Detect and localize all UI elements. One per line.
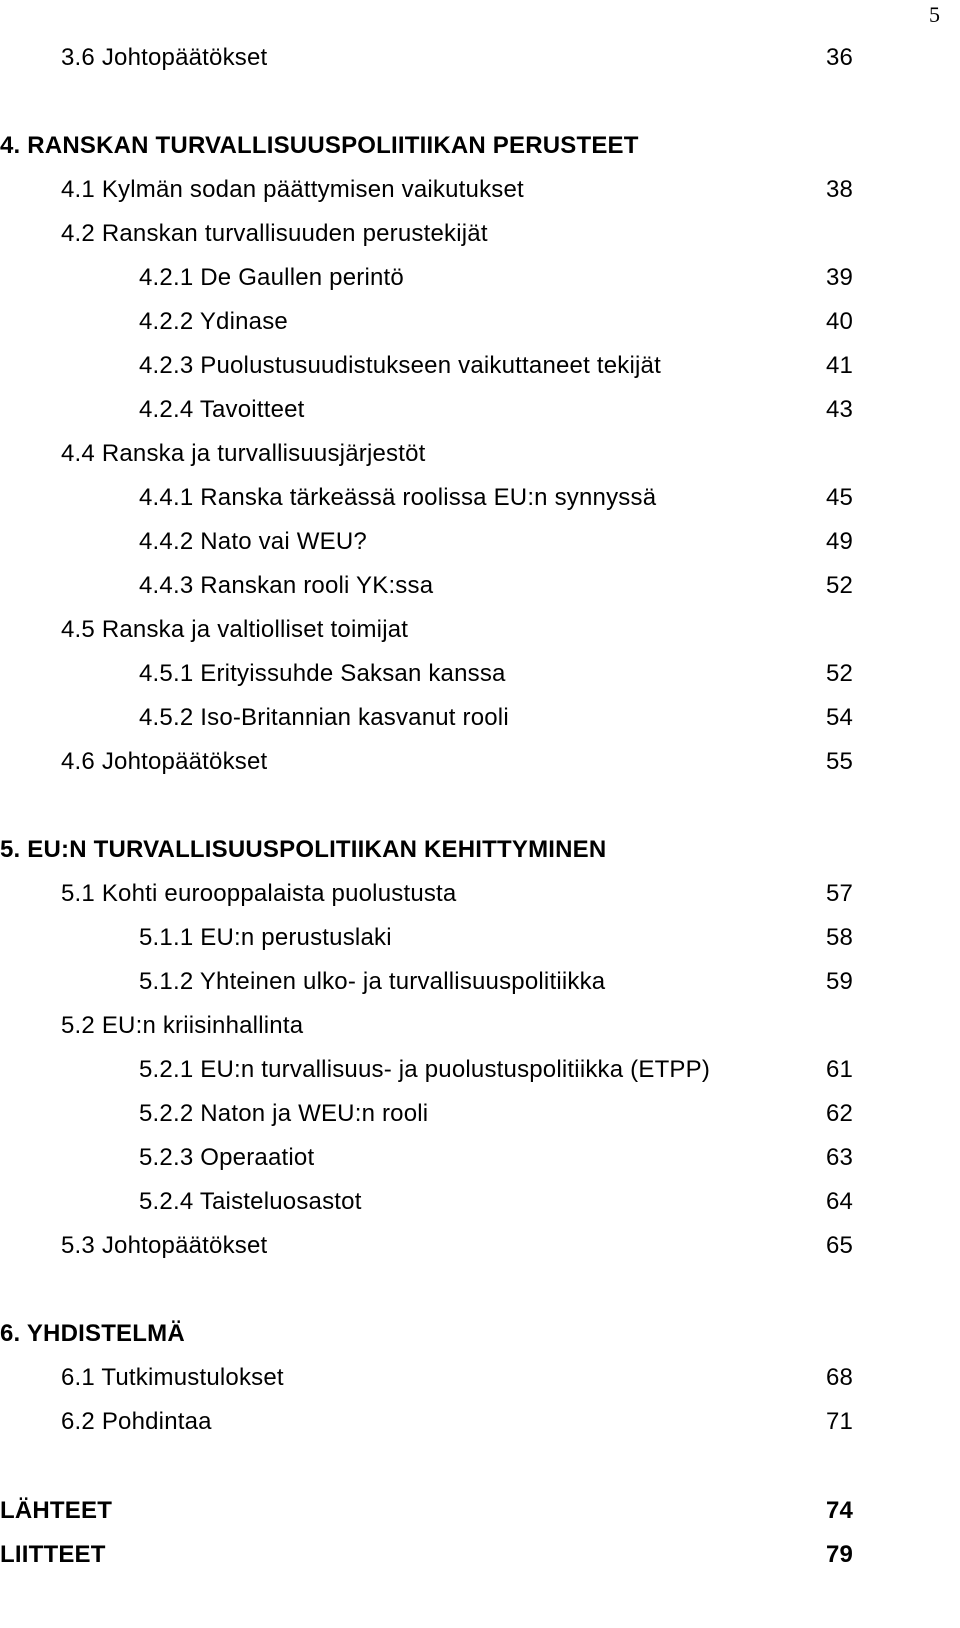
toc-entry bbox=[0, 395, 960, 439]
toc-entry-page-number: 52 bbox=[826, 572, 854, 599]
toc-entry-title: 5.2 EU:n kriisinhallinta bbox=[61, 1012, 304, 1039]
toc-entry bbox=[0, 1319, 960, 1363]
toc-entry-page-number: 40 bbox=[826, 308, 854, 335]
toc-entry-page-number: 64 bbox=[826, 1188, 854, 1215]
toc-entry-title: LIITTEET bbox=[0, 1541, 106, 1568]
toc-entry-page-number: 36 bbox=[826, 44, 854, 71]
toc-entry-page-number: 68 bbox=[826, 1364, 854, 1391]
toc-entry-page-number: 62 bbox=[826, 1100, 854, 1127]
toc-entry-title: 4.4.3 Ranskan rooli YK:ssa bbox=[139, 572, 434, 599]
toc-entry-title: 3.6 Johtopäätökset bbox=[61, 44, 268, 71]
toc-entry-page-number: 79 bbox=[826, 1541, 854, 1568]
toc-entry-title: 4.6 Johtopäätökset bbox=[61, 748, 268, 775]
toc-entry-page-number: 41 bbox=[826, 352, 854, 379]
toc-entry bbox=[0, 1540, 960, 1584]
toc-entry bbox=[0, 615, 960, 659]
toc-entry-title: 4.5.1 Erityissuhde Saksan kanssa bbox=[139, 660, 506, 687]
toc-entry-title: 4.5 Ranska ja valtiolliset toimijat bbox=[61, 616, 409, 643]
toc-entry-page-number: 54 bbox=[826, 704, 854, 731]
toc-entry bbox=[0, 967, 960, 1011]
toc-entry bbox=[0, 879, 960, 923]
toc-entry-title: 4.1 Kylmän sodan päättymisen vaikutukset bbox=[61, 176, 524, 203]
toc-entry bbox=[0, 703, 960, 747]
toc-entry-title: 6. YHDISTELMÄ bbox=[0, 1320, 185, 1347]
toc-entry-page-number: 38 bbox=[826, 176, 854, 203]
toc-entry bbox=[0, 1496, 960, 1540]
toc-entry bbox=[0, 835, 960, 879]
toc-entry-page-number: 52 bbox=[826, 660, 854, 687]
toc-entry-page-number: 49 bbox=[826, 528, 854, 555]
page-number: 5 bbox=[929, 2, 940, 27]
toc-entry-page-number: 74 bbox=[826, 1497, 854, 1524]
toc-entry bbox=[0, 923, 960, 967]
toc-entry bbox=[0, 1055, 960, 1099]
toc-entry-title: 5.1.1 EU:n perustuslaki bbox=[139, 924, 392, 951]
toc-entry-title: 5.2.3 Operaatiot bbox=[139, 1144, 315, 1171]
toc-entry-page-number: 55 bbox=[826, 748, 854, 775]
toc-entry bbox=[0, 131, 960, 175]
toc-entry bbox=[0, 659, 960, 703]
toc-entry-page-number: 61 bbox=[826, 1056, 854, 1083]
toc-entry-title: 4.4 Ranska ja turvallisuusjärjestöt bbox=[61, 440, 426, 467]
toc-entry bbox=[0, 175, 960, 219]
toc-entry bbox=[0, 747, 960, 791]
toc-entry-title: 5.1 Kohti eurooppalaista puolustusta bbox=[61, 880, 457, 907]
toc-entry-title: 5.1.2 Yhteinen ulko- ja turvallisuuspolitiikka bbox=[139, 968, 606, 995]
toc-entry-title: 5. EU:N TURVALLISUUSPOLITIIKAN KEHITTYMINEN bbox=[0, 836, 607, 863]
toc-entry-page-number: 59 bbox=[826, 968, 854, 995]
toc-entry-title: 6.2 Pohdintaa bbox=[61, 1408, 212, 1435]
toc-entry-title: 4.2.2 Ydinase bbox=[139, 308, 288, 335]
toc-entry-title: 6.1 Tutkimustulokset bbox=[61, 1364, 284, 1391]
toc-entry-title: 5.2.1 EU:n turvallisuus- ja puolustuspolitiikka (ETPP) bbox=[139, 1056, 711, 1083]
toc-entry-page-number: 43 bbox=[826, 396, 854, 423]
toc-entry bbox=[0, 1187, 960, 1231]
toc-entry-page-number: 65 bbox=[826, 1232, 854, 1259]
toc-entry bbox=[0, 351, 960, 395]
toc-entry-title: 4.4.1 Ranska tärkeässä roolissa EU:n synnyssä bbox=[139, 484, 657, 511]
toc-entry bbox=[0, 263, 960, 307]
toc-entry bbox=[0, 1231, 960, 1275]
toc-entry-page-number: 58 bbox=[826, 924, 854, 951]
toc-entry-page-number: 45 bbox=[826, 484, 854, 511]
toc-entry bbox=[0, 1011, 960, 1055]
toc-entry bbox=[0, 1099, 960, 1143]
toc-entry bbox=[0, 1407, 960, 1451]
toc-entry bbox=[0, 527, 960, 571]
toc-entry-title: 4.2 Ranskan turvallisuuden perustekijät bbox=[61, 220, 488, 247]
toc-entry bbox=[0, 483, 960, 527]
toc-entry-title: 5.2.2 Naton ja WEU:n rooli bbox=[139, 1100, 429, 1127]
toc-entry-title: 4.2.1 De Gaullen perintö bbox=[139, 264, 404, 291]
toc-entry bbox=[0, 1363, 960, 1407]
toc-entry-title: 4.2.4 Tavoitteet bbox=[139, 396, 305, 423]
toc-entry bbox=[0, 571, 960, 615]
toc-entry-page-number: 57 bbox=[826, 880, 854, 907]
toc-entry bbox=[0, 219, 960, 263]
toc-entry bbox=[0, 43, 960, 87]
toc-entry bbox=[0, 439, 960, 483]
toc-entry-title: 4. RANSKAN TURVALLISUUSPOLIITIIKAN PERUSTEET bbox=[0, 132, 639, 159]
toc-entry-title: LÄHTEET bbox=[0, 1497, 113, 1524]
toc-entry-title: 4.2.3 Puolustusuudistukseen vaikuttaneet tekijät bbox=[139, 352, 661, 379]
toc-entry bbox=[0, 1143, 960, 1187]
toc-entry-title: 5.3 Johtopäätökset bbox=[61, 1232, 268, 1259]
toc-entry-page-number: 63 bbox=[826, 1144, 854, 1171]
toc-entry-title: 4.5.2 Iso-Britannian kasvanut rooli bbox=[139, 704, 509, 731]
toc-entry bbox=[0, 307, 960, 351]
toc-entry-page-number: 71 bbox=[826, 1408, 854, 1435]
toc-entry-title: 4.4.2 Nato vai WEU? bbox=[139, 528, 367, 555]
toc-entry-page-number: 39 bbox=[826, 264, 854, 291]
toc-entry-title: 5.2.4 Taisteluosastot bbox=[139, 1188, 362, 1215]
